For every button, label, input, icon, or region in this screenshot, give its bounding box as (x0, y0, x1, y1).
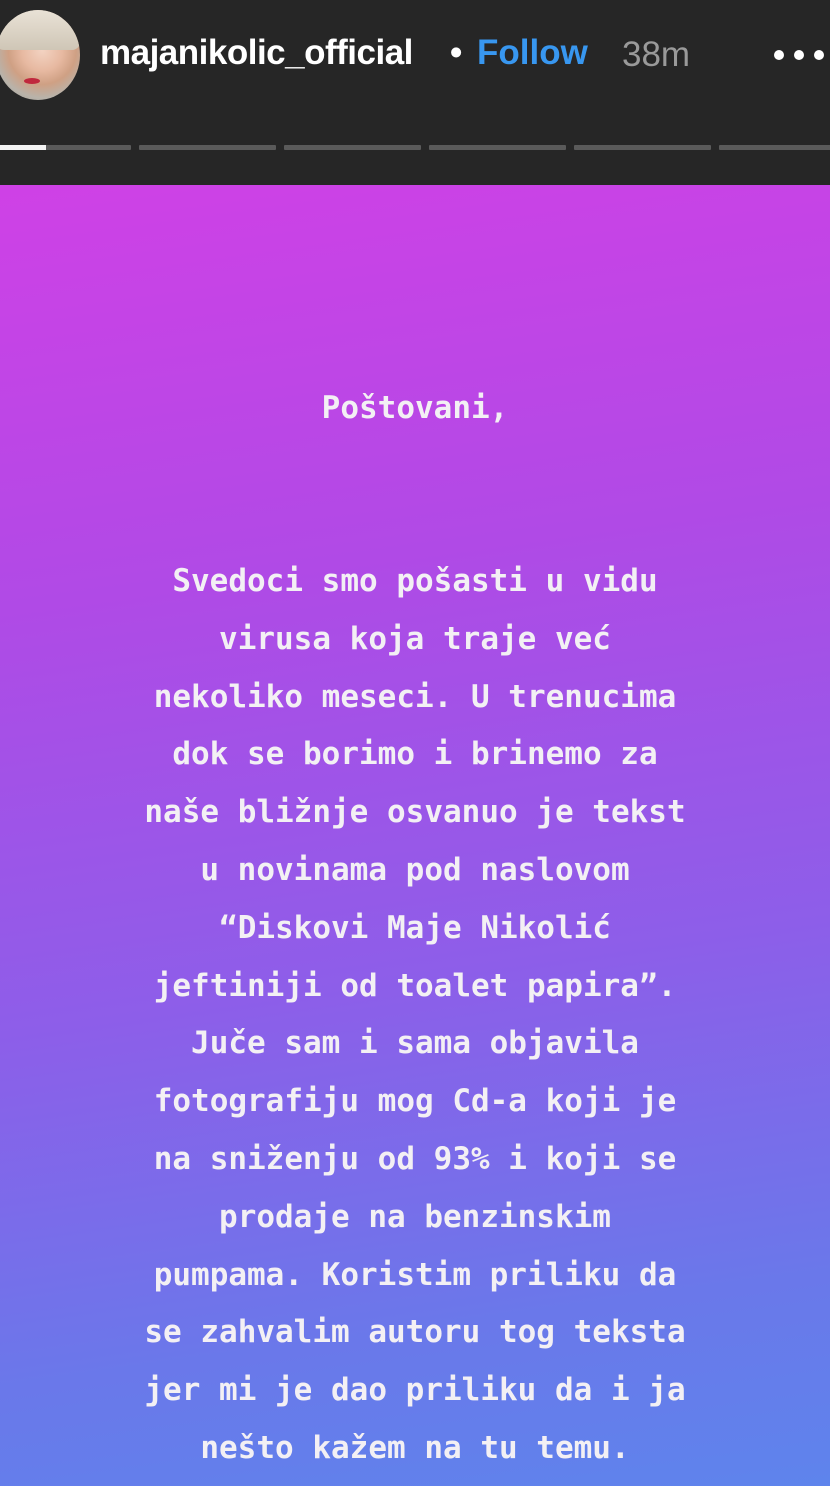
progress-segment (574, 145, 711, 150)
story-greeting: Poštovani, (321, 390, 509, 426)
story-text-line: fotografiju mog Cd-a koji je (153, 1083, 677, 1120)
progress-segment (719, 145, 830, 150)
more-dot (794, 50, 804, 60)
story-text-line: virusa koja traje već (219, 620, 611, 657)
story-text-line: nekoliko meseci. U trenucima (153, 678, 677, 715)
story-text-line: jeftiniji od toalet papira”. (153, 967, 677, 1004)
more-dot (814, 50, 824, 60)
progress-segment (0, 145, 131, 150)
story-text-line: dok se borimo i brinemo za (172, 736, 658, 773)
progress-segment (284, 145, 421, 150)
story-text-line: prodaje na benzinskim (219, 1198, 611, 1235)
progress-segment (429, 145, 566, 150)
story-text-line: Svedoci smo pošasti u vidu (172, 563, 658, 599)
avatar-lips (24, 78, 40, 84)
story-text-line: naše bližnje osvanuo je tekst (144, 794, 686, 831)
avatar[interactable] (0, 10, 80, 100)
story-text-line: jer mi je dao priliku da i ja (144, 1372, 686, 1409)
story-header (0, 0, 830, 185)
story-text-line: u novinama pod naslovom (200, 852, 630, 888)
avatar-hair (0, 10, 80, 50)
story-text-line: Juče sam i sama objavila (191, 1025, 639, 1062)
username[interactable]: majanikolic_official (100, 33, 413, 72)
more-dot (774, 50, 784, 60)
story-text-line: nešto kažem na tu temu. (200, 1430, 630, 1466)
progress-fill (0, 145, 46, 150)
story-text-line: “Diskovi Maje Nikolić (219, 909, 611, 946)
post-time: 38m (622, 35, 691, 74)
follow-button[interactable]: Follow (477, 33, 588, 72)
story-content[interactable] (0, 185, 830, 1486)
progress-segment (139, 145, 276, 150)
story-progress-bar (0, 145, 830, 151)
story-text-line: se zahvalim autoru tog teksta (144, 1314, 686, 1351)
story-text-line: na sniženju od 93% i koji se (153, 1141, 677, 1177)
more-options-icon[interactable] (770, 40, 830, 70)
separator-dot: • (450, 33, 463, 72)
story-text-line: pumpama. Koristim priliku da (153, 1256, 677, 1293)
